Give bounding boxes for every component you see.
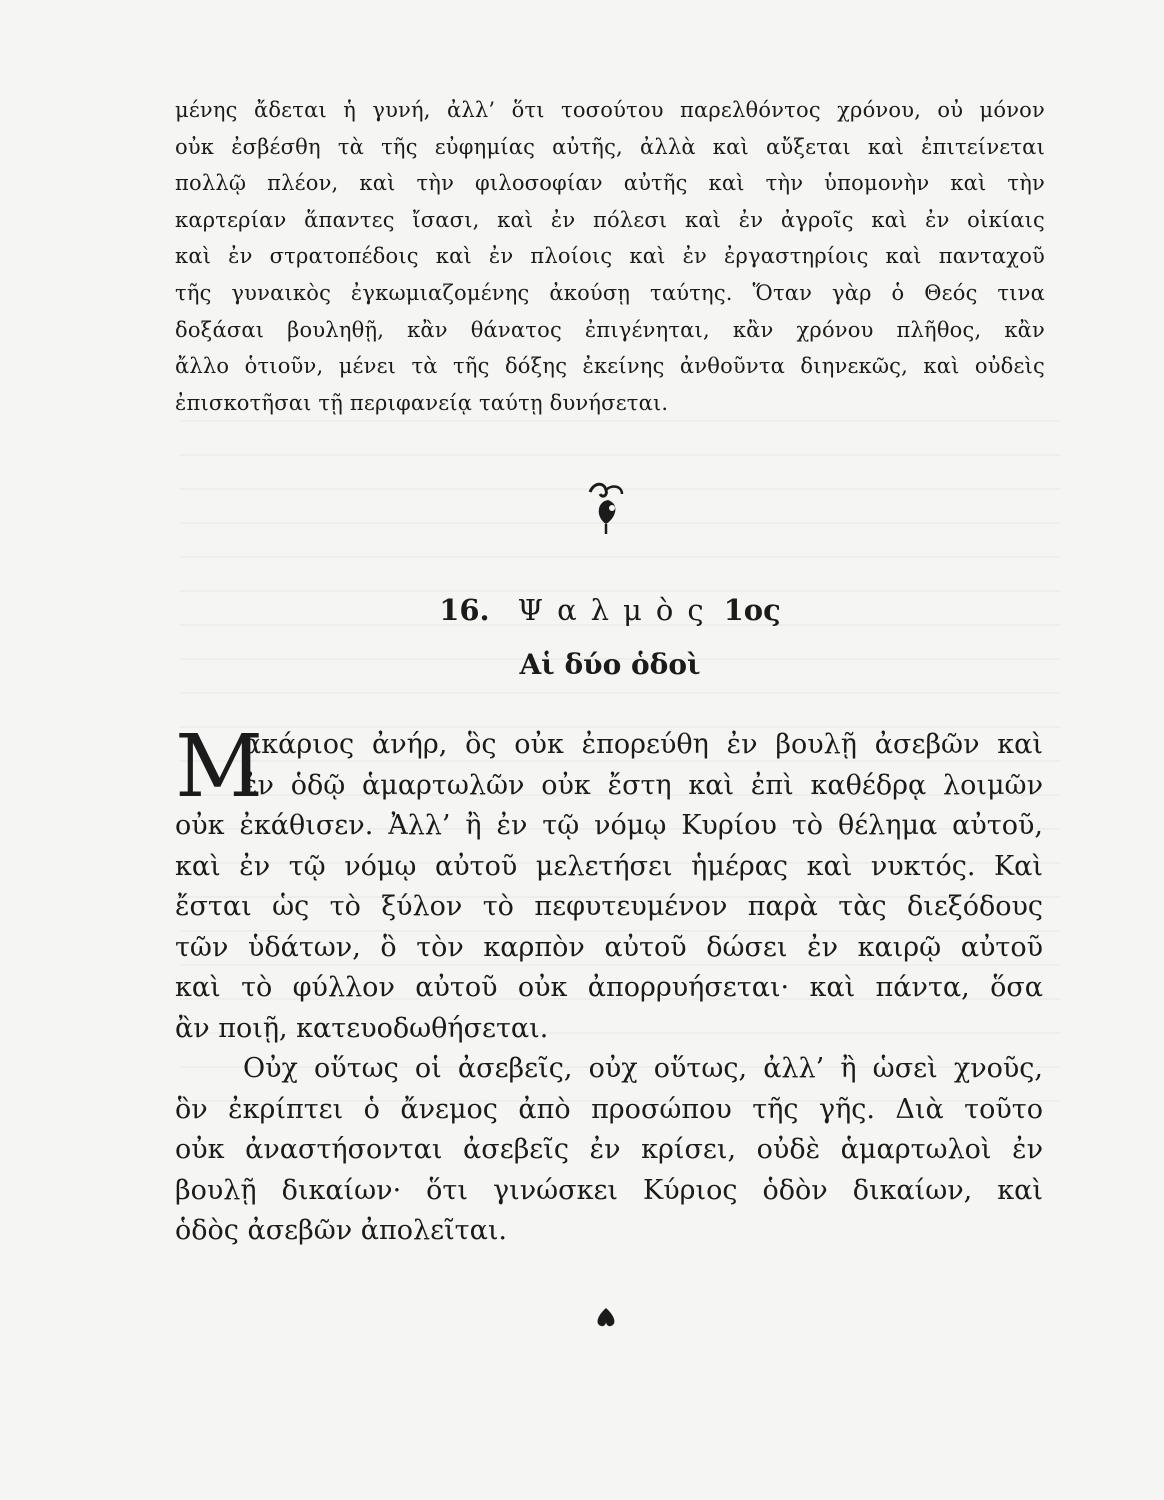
psalm-line: οὐκ ἀναστήσονται ἀσεβεῖς ἐν κρίσει, οὐδὲ ἁμαρτωλοὶ ἐν bbox=[175, 1134, 1043, 1165]
text-line: ἐπισκοτῆσαι τῇ περιφανείᾳ ταύτῃ δυνήσεται. bbox=[175, 390, 669, 415]
psalm-line: ἂν ποιῇ, κατευοδωθήσεται. bbox=[175, 1012, 549, 1044]
text-line: πολλῷ πλέον, καὶ τὴν φιλοσοφίαν αὐτῆς καὶ τὴν ὑπομονὴν καὶ τὴν bbox=[175, 171, 1045, 196]
drop-cap: Μ bbox=[175, 717, 264, 817]
psalm-line: ακάριος ἀνήρ, ὃς οὐκ ἐπορεύθη ἐν βουλῇ ἀσεβῶν καὶ bbox=[243, 729, 1043, 760]
text-line: μένης ἄδεται ἡ γυνή, ἀλλ’ ὅτι τοσούτου παρελθόντος χρόνου, οὐ μόνον bbox=[175, 98, 1045, 122]
text-line: καρτερίαν ἅπαντες ἴσασι, καὶ ἐν πόλεσι καὶ ἐν ἀγροῖς καὶ ἐν οἰκίαις bbox=[175, 207, 1045, 232]
psalm-line: ἔσται ὡς τὸ ξύλον τὸ πεφυτευμένον παρὰ τὰς διεξόδους bbox=[175, 891, 1043, 922]
psalm-line: καὶ τὸ φύλλον αὐτοῦ οὐκ ἀπορρυήσεται· καὶ πάντα, ὅσα bbox=[175, 972, 1043, 1003]
section-title-word: Ψαλμὸς bbox=[517, 593, 718, 627]
section-subtitle: Αἱ δύο ὁδοὶ bbox=[519, 648, 701, 681]
text-line: δοξάσαι βουληθῇ, κἂν θάνατος ἐπιγένηται, κἂν χρόνου πλῆθος, κἂν bbox=[175, 317, 1045, 342]
heart-ornament-icon bbox=[593, 1304, 619, 1330]
section-heading bbox=[175, 590, 1045, 630]
text-line: ἄλλο ὁτιοῦν, μένει τὰ τῆς δόξης ἐκείνης ἀνθοῦντα διηνεκῶς, καὶ οὐδεὶς bbox=[175, 354, 1045, 379]
psalm-line: οὐκ ἐκάθισεν. Ἀλλ’ ἢ ἐν τῷ νόμῳ Κυρίου τὸ θέλημα αὐτοῦ, bbox=[175, 810, 1043, 841]
preceding-text-block bbox=[175, 92, 1045, 421]
text-line: οὐκ ἐσβέσθη τὰ τῆς εὐφημίας αὐτῆς, ἀλλὰ καὶ αὔξεται καὶ ἐπιτείνεται bbox=[175, 134, 1045, 159]
psalm-line: ὃν ἐκρίπτει ὁ ἄνεμος ἀπὸ προσώπου τῆς γῆς. Διὰ τοῦτο bbox=[175, 1093, 1043, 1125]
psalm-line: βουλῇ δικαίων· ὅτι γινώσκει Κύριος ὁδὸν δικαίων, καὶ bbox=[175, 1174, 1043, 1206]
psalm-line: ὁδὸς ἀσεβῶν ἀπολεῖται. bbox=[175, 1215, 508, 1246]
fleuron-ornament-icon bbox=[582, 478, 632, 538]
psalm-line: τῶν ὑδάτων, ὃ τὸν καρπὸν αὐτοῦ δώσει ἐν καιρῷ αὐτοῦ bbox=[175, 931, 1043, 963]
psalm-line: καὶ ἐν τῷ νόμῳ αὐτοῦ μελετήσει ἡμέρας καὶ νυκτός. Καὶ bbox=[175, 850, 1043, 882]
psalm-line: ἐν ὁδῷ ἁμαρτωλῶν οὐκ ἔστη καὶ ἐπὶ καθέδρᾳ λοιμῶν bbox=[243, 769, 1043, 801]
section-ordinal: 1ος bbox=[723, 593, 781, 627]
text-line: καὶ ἐν στρατοπέδοις καὶ ἐν πλοίοις καὶ ἐν ἐργαστηρίοις καὶ πανταχοῦ bbox=[175, 244, 1045, 269]
section-number: 16. bbox=[439, 593, 490, 627]
psalm-line: Οὐχ οὕτως οἱ ἀσεβεῖς, οὐχ οὕτως, ἀλλ’ ἢ ὡσεὶ χνοῦς, bbox=[243, 1053, 1043, 1084]
psalm-text-block bbox=[175, 717, 1043, 1252]
text-line: τῆς γυναικὸς ἐγκωμιαζομένης ἀκούσῃ ταύτης. Ὅταν γὰρ ὁ Θεός τινα bbox=[175, 280, 1045, 305]
